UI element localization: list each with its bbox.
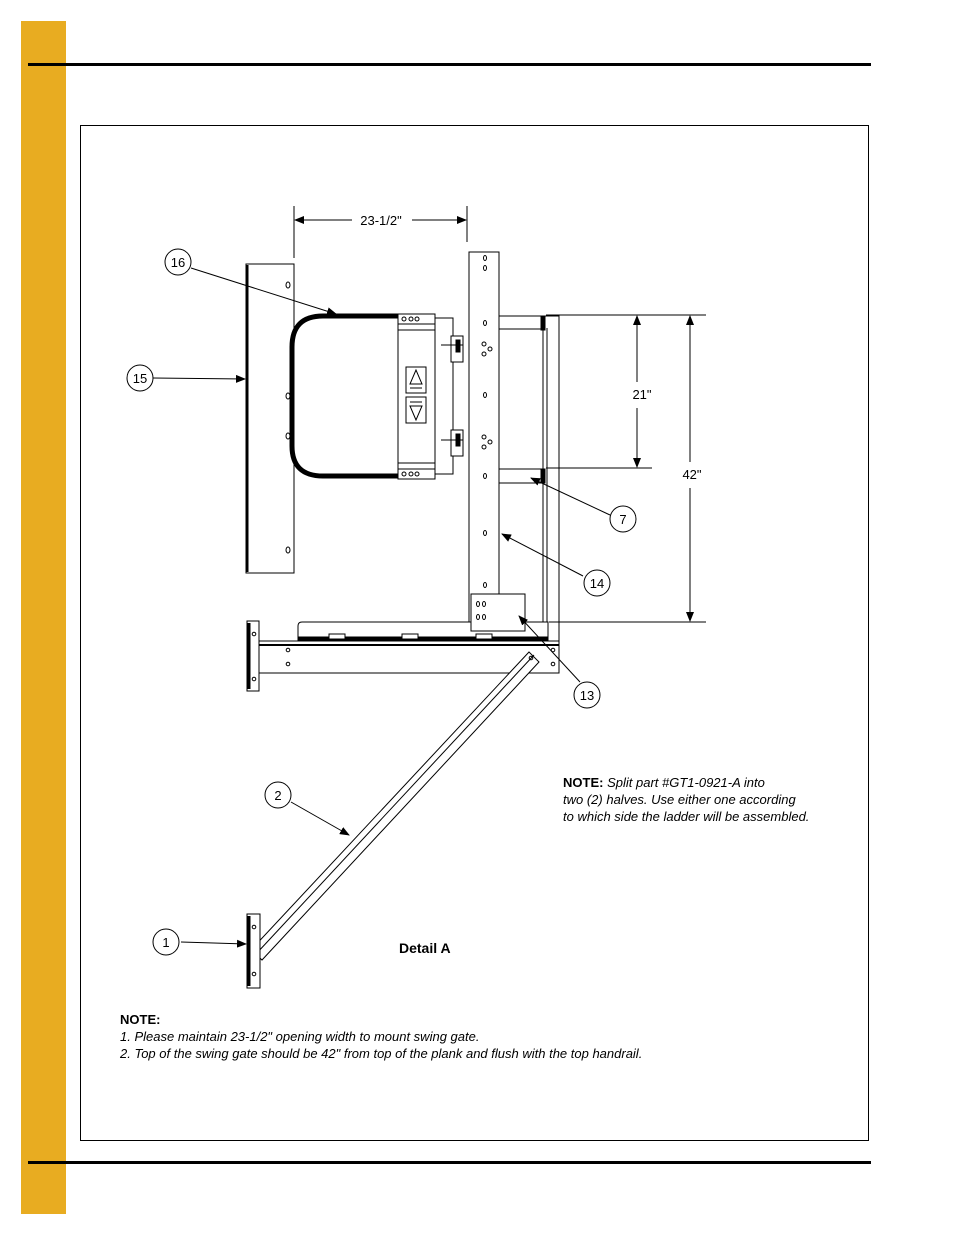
- callout-15: 15: [132, 371, 148, 386]
- part-16-swing-gate: [292, 314, 463, 479]
- bottom-note-line-1: 1. Please maintain 23-1/2" opening width to mount swing gate.: [120, 1029, 480, 1044]
- part-2-brace: [251, 652, 539, 960]
- part-14-upright: [469, 252, 499, 622]
- callout-14: 14: [589, 576, 605, 591]
- callout-7: 7: [619, 512, 627, 527]
- side-note-line-1: Split part #GT1-0921-A into: [607, 775, 765, 790]
- side-note-line-2: two (2) halves. Use either one according: [563, 792, 796, 807]
- dim-width-text: 23-1/2": [360, 213, 402, 228]
- side-note-line-3: to which side the ladder will be assembled.: [563, 809, 810, 824]
- part-1-plate: [247, 914, 260, 988]
- leader-lines: [153, 268, 610, 944]
- callout-2: 2: [274, 788, 282, 803]
- side-note: [563, 774, 863, 825]
- part-13-bracket: [471, 594, 525, 631]
- detail-title: Detail A: [399, 940, 451, 956]
- part-15-panel: [246, 264, 294, 573]
- part-7-handrail: [499, 316, 559, 641]
- callout-1: 1: [162, 935, 170, 950]
- side-note-label: NOTE:: [563, 775, 604, 790]
- bottom-note-line-2: 2. Top of the swing gate should be 42" from top of the plank and flush with the top handrail.: [120, 1046, 643, 1061]
- callout-13: 13: [579, 688, 595, 703]
- bottom-note-label: NOTE:: [120, 1012, 161, 1027]
- dim-gate-height-text: 21": [632, 387, 652, 402]
- dim-overall-height-text: 42": [682, 467, 702, 482]
- callout-16: 16: [170, 255, 186, 270]
- bottom-note: [120, 1011, 820, 1062]
